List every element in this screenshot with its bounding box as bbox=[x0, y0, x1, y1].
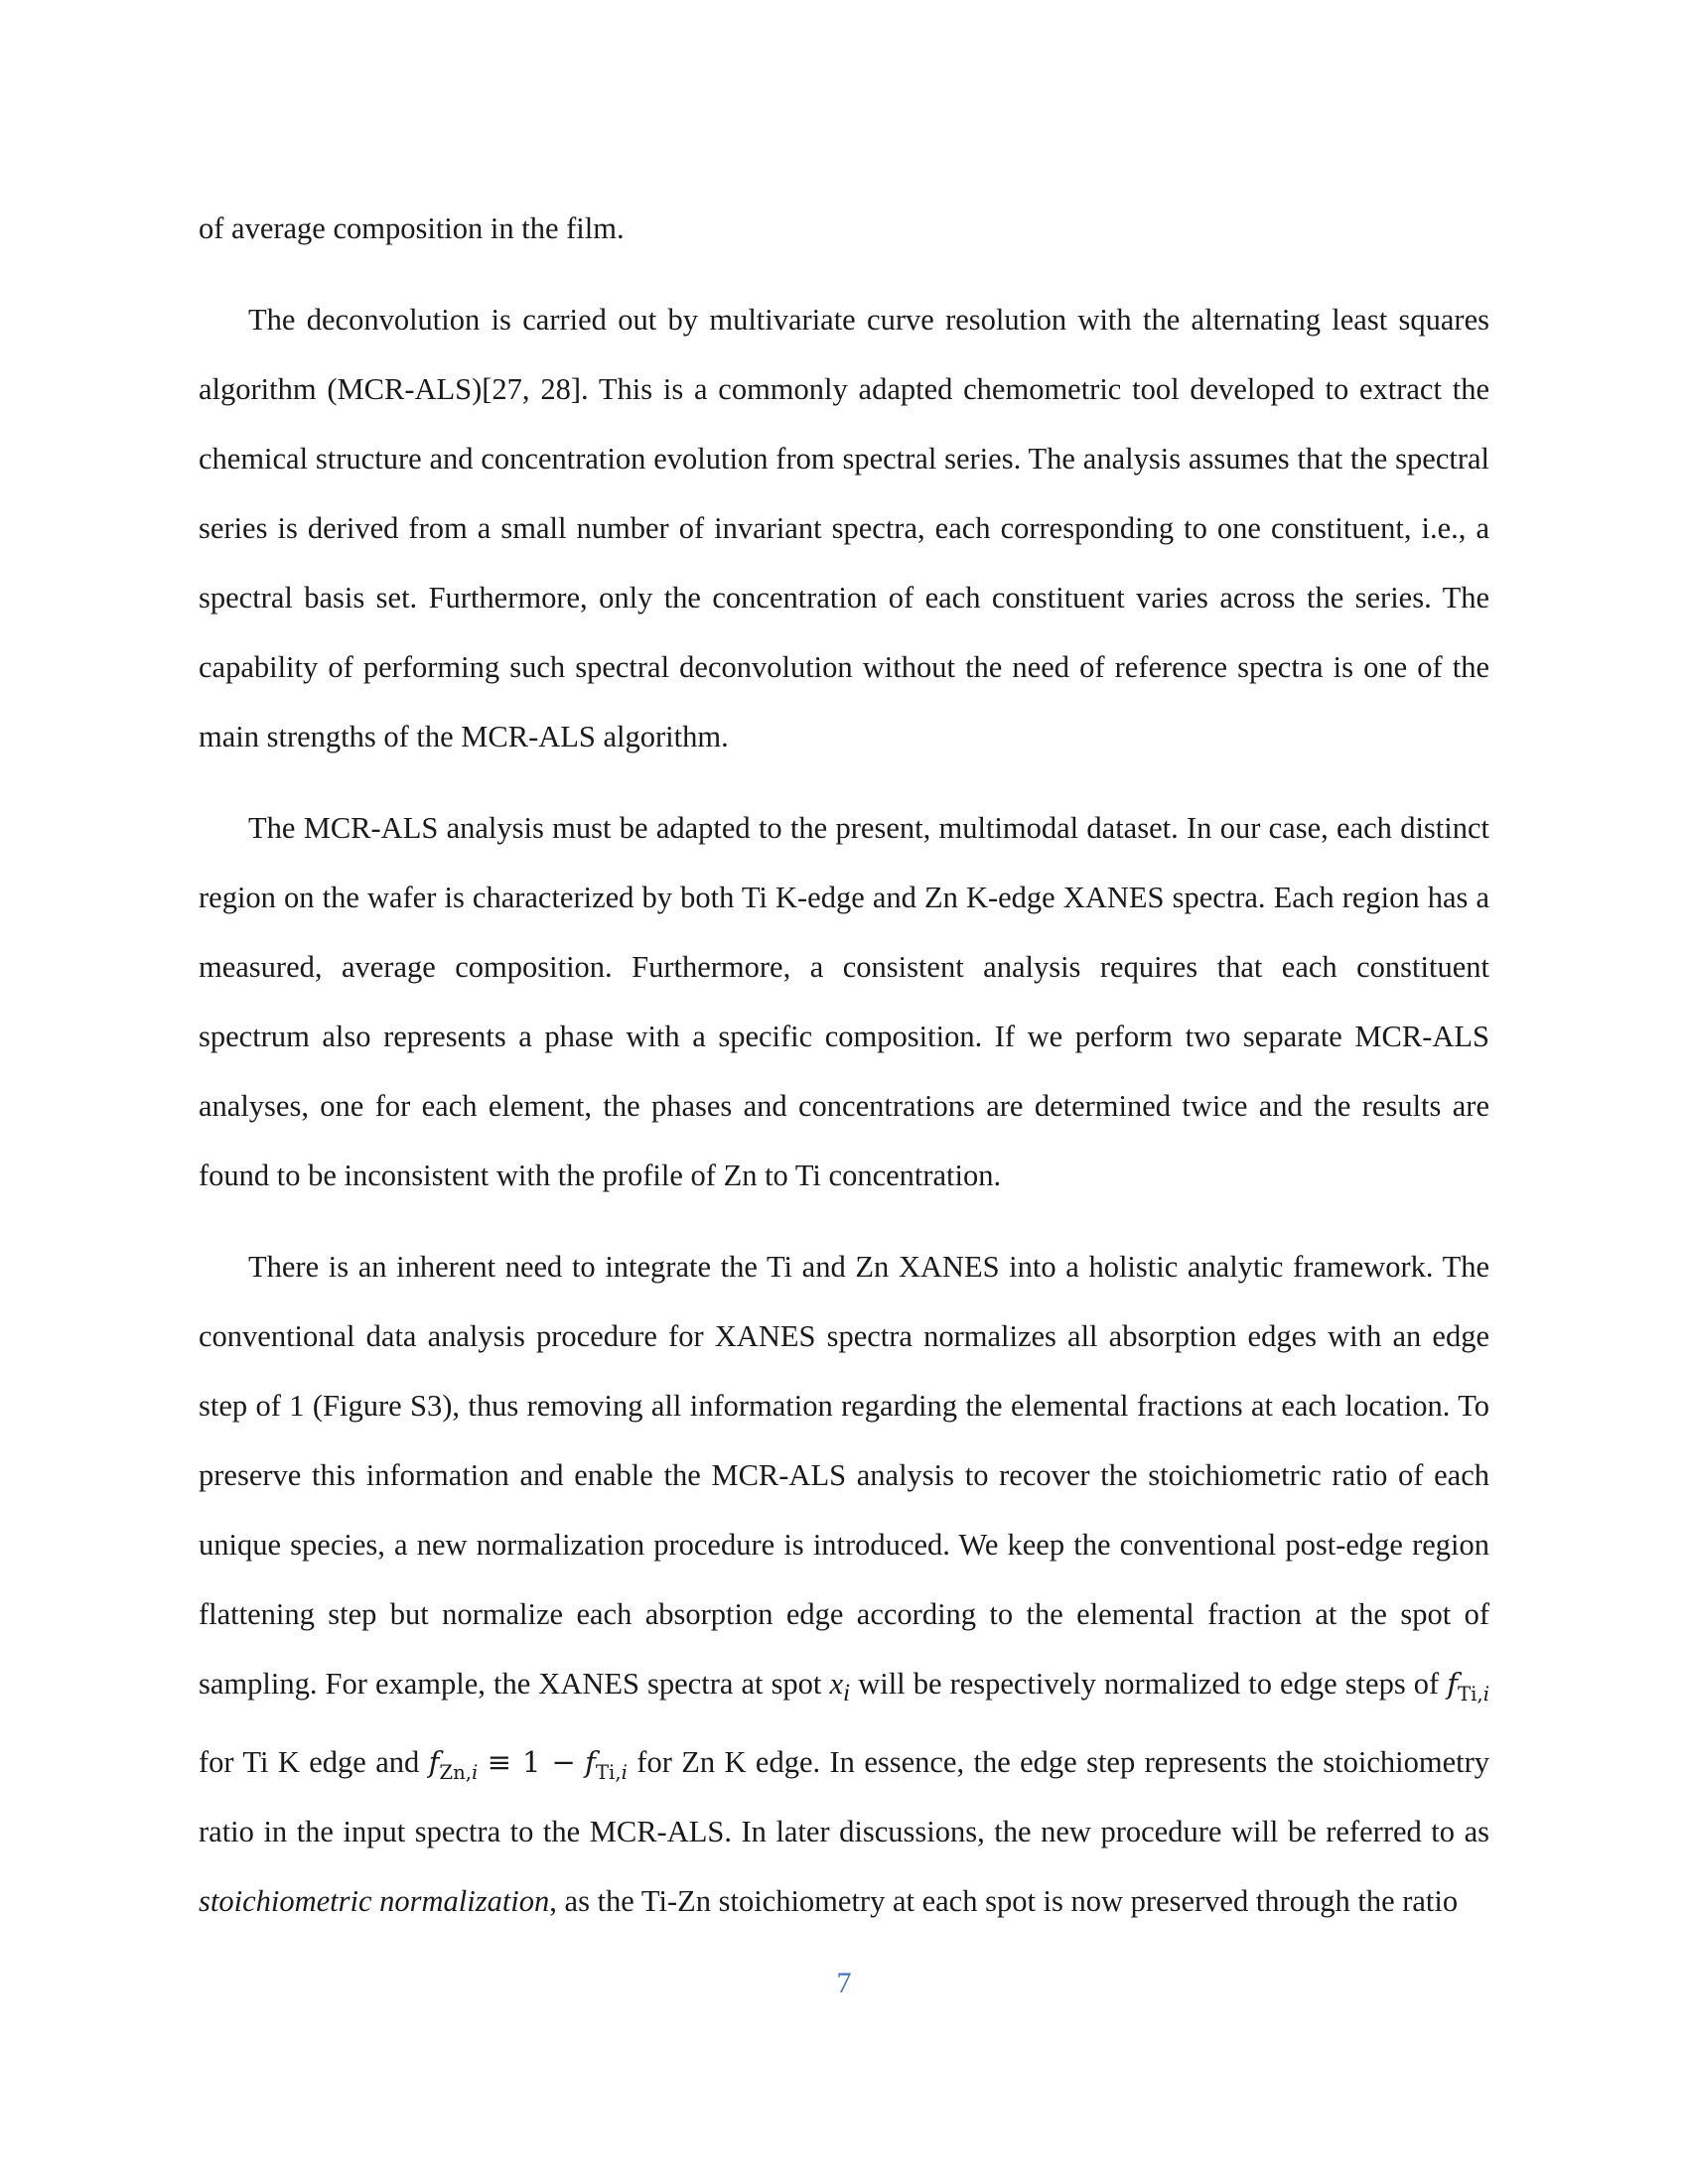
body-text bbox=[199, 194, 1489, 1936]
emphasis-term: stoichiometric normalization bbox=[199, 1884, 550, 1919]
math-f-ti-i: $f_{Ti,i}$ bbox=[1447, 1667, 1490, 1706]
paragraph-text: for Ti K edge and bbox=[199, 1745, 420, 1780]
paragraph-text: , as the Ti-Zn stoichiometry at each spot is now preserved through the ratio bbox=[549, 1884, 1459, 1919]
paragraph-text: of average composition in the film. bbox=[199, 211, 625, 245]
math-f-ti-i: $f_{Ti,i}$ bbox=[585, 1745, 628, 1784]
spot-variable: $x_i$ bbox=[829, 1667, 851, 1707]
math-f-zn-i: $f_{Zn,i}$ bbox=[428, 1745, 479, 1784]
paragraph-text: will be respectively normalized to edge steps of bbox=[858, 1667, 1440, 1701]
paragraph-mcr-als-intro bbox=[199, 285, 1489, 771]
paragraph-text: The MCR-ALS analysis must be adapted to the present, multimodal dataset. In our case, each distinct region on the wafer is characterized by both Ti K-edge and Zn K-edge XANES spectra. Each region has a measured, average composition. Furthermore, a consistent analysis requires that each constituent spectrum also represents a phase with a specific composition. If we perform two separate MCR-ALS analyses, one for each element, the phases and concentrations are determined twice and the results are found to be inconsistent with the profile of Zn to Ti concentration. bbox=[199, 811, 1489, 1192]
paragraph-text: There is an inherent need to integrate the Ti and Zn XANES into a holistic analytic framework. The conventional data analysis procedure for XANES spectra normalizes all absorption edges with an edge step of 1 (Figure S3), thus removing all information regarding the elemental fractions at each location. To preserve this information and enable the MCR-ALS analysis to recover the stoichiometric ratio of each unique species, a new normalization procedure is introduced. We keep the conventional post-edge region flattening step but normalize each absorption edge according to the elemental fraction at the spot of sampling. For example, the XANES spectra at spot bbox=[199, 1250, 1489, 1701]
paragraph-normalization bbox=[199, 1232, 1489, 1936]
paragraph-multimodal bbox=[199, 793, 1489, 1210]
paragraph-continuation bbox=[199, 194, 1489, 263]
page-number: 7 bbox=[836, 1967, 852, 1999]
paragraph-text: The deconvolution is carried out by multivariate curve resolution with the alternating least squares algorithm (MCR-ALS)[27, 28]. This is a commonly adapted chemometric tool developed to extract the chemical structure and concentration evolution from spectral series. The analysis assumes that the spectral series is derived from a small number of invariant spectra, each corresponding to one constituent, i.e., a spectral basis set. Furthermore, only the concentration of each constituent varies across the series. The capability of performing such spectral deconvolution without the need of reference spectra is one of the main strengths of the MCR-ALS algorithm. bbox=[199, 303, 1489, 753]
paragraph-text: for Zn K edge. In essence, the edge step represents the stoichiometry ratio in the input spectra to the MCR-ALS. In later discussions, the new procedure will be referred to as bbox=[199, 1745, 1489, 1849]
math-equivalence: ≡ 1 − bbox=[487, 1745, 576, 1780]
